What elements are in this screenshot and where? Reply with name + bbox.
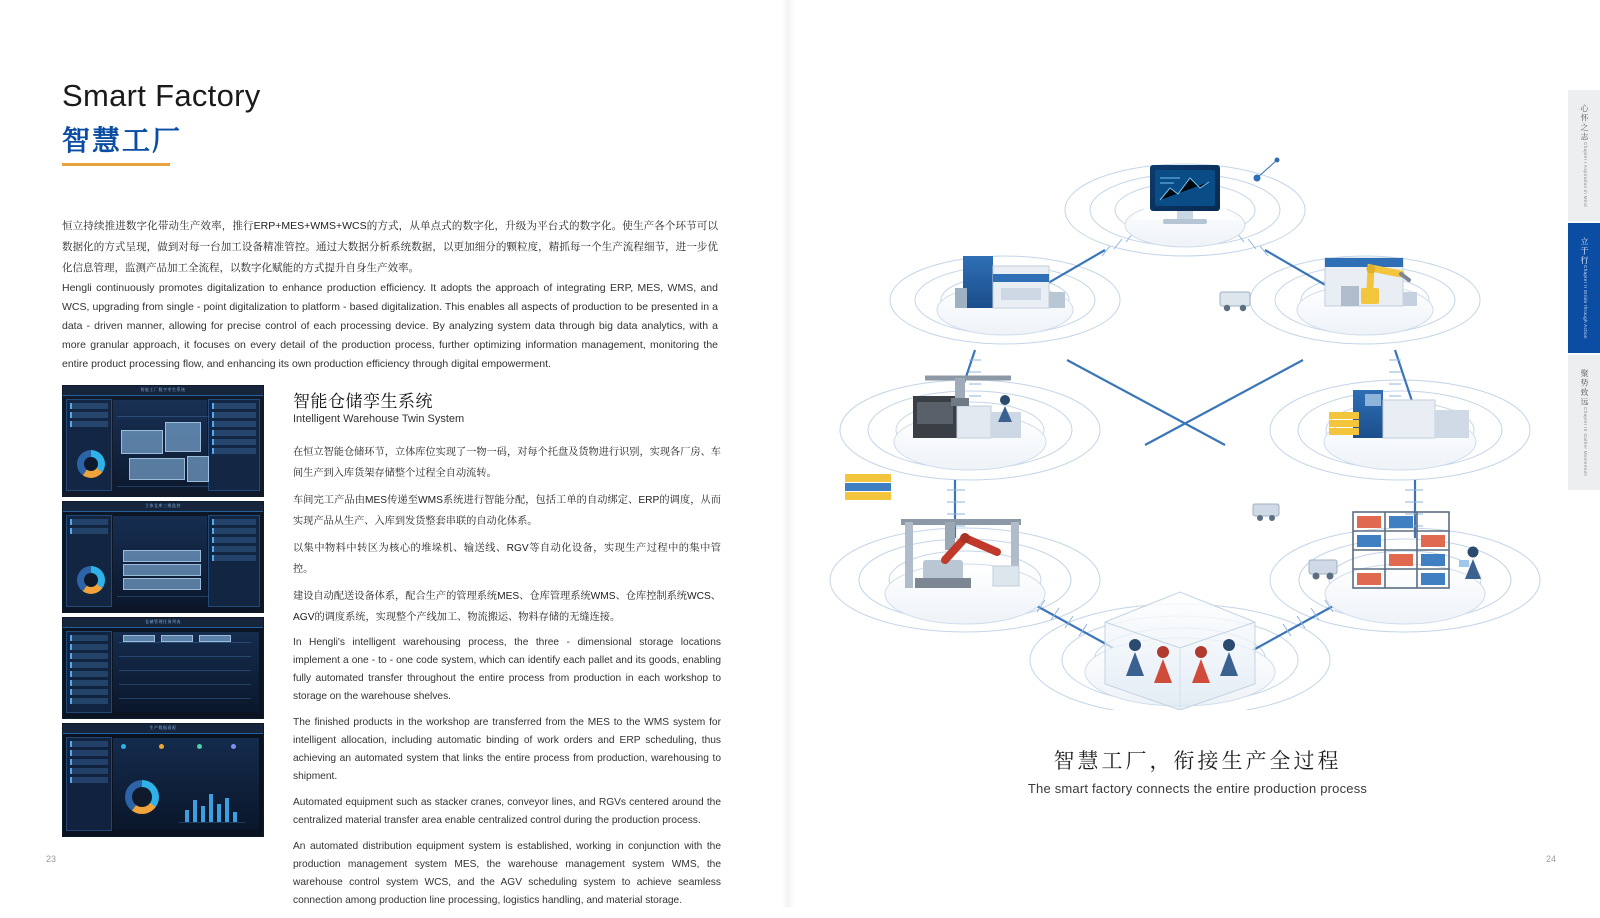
- factory-3d-scene: [113, 400, 207, 490]
- screenshot-left-panel: [66, 515, 112, 607]
- screenshot-titlebar: [63, 618, 263, 628]
- chapter-tab-label-en: Chapter II Stride through Action: [1583, 265, 1588, 340]
- right-page: [795, 0, 1600, 907]
- chapter-tabs: [1568, 90, 1600, 492]
- body-paragraph-cn: 建设自动配送设备体系，配合生产的管理系统MES、仓库管理系统WMS、仓库控制系统WCS、AGV的调度系统，实现整个产线加工、物流搬运、物料存储的无缝连接。: [293, 591, 721, 623]
- press-brake-cell: [937, 256, 1073, 335]
- yellow-stock-stack: [1329, 412, 1359, 435]
- left-page: [0, 0, 781, 907]
- screenshot-title: 智能工厂数字孪生系统: [140, 387, 186, 392]
- warehouse-3d-scene: [113, 516, 207, 606]
- agv-transfer-vehicle-2: [1253, 504, 1279, 521]
- smart-factory-isometric-illustration: [805, 60, 1545, 710]
- chapter-tab-label-en: Chapter III Gather Momentum: [1583, 407, 1588, 477]
- screenshot-titlebar: [63, 724, 263, 734]
- screenshot-nav-tree: [66, 631, 112, 713]
- section-body: [293, 442, 721, 918]
- screenshot-stack: [62, 385, 262, 837]
- illustration-caption-en: The smart factory connects the entire production process: [1027, 781, 1368, 796]
- chapter-tab-1[interactable]: [1568, 90, 1600, 221]
- pallet-cart: [1220, 292, 1250, 311]
- kpi-charts: [113, 738, 259, 830]
- illustration-caption-cn: 智慧工厂，衔接生产全过程: [1053, 750, 1342, 773]
- screenshot-titlebar: [63, 502, 263, 512]
- screenshot-right-panel: [208, 399, 260, 491]
- body-paragraph-cn: 以集中物料中转区为核心的堆垛机、输送线、RGV等自动化设备，实现生产过程中的集中管控。: [293, 543, 721, 575]
- screenshot-left-panel: [66, 399, 112, 491]
- body-paragraph-en: An automated distribution equipment system is established, working in conjunction with the production management system MES, the warehouse management system WMS, the warehouse control system WCS, and the AGV scheduling system to achieve seamless connection among production line processing, logistics handling, and material storage.: [293, 841, 721, 906]
- screenshot-right-panel: [208, 515, 260, 607]
- chapter-tab-3[interactable]: [1568, 355, 1600, 490]
- page-title-en: Smart Factory: [62, 78, 261, 113]
- gantry-loading-cell: [885, 522, 1045, 624]
- section-title-cn: 智能仓储孪生系统: [293, 392, 433, 411]
- chapter-tab-label-cn: 立于行: [1580, 236, 1589, 266]
- page-number-right: 24: [1545, 854, 1556, 864]
- page-number-left: 23: [46, 854, 57, 864]
- section-title-en: Intelligent Warehouse Twin System: [293, 413, 465, 425]
- body-paragraph-en: Automated equipment such as stacker cranes, conveyor lines, and RGVs centered around the centralized material transfer area enable centralized control during the production process.: [293, 797, 721, 826]
- intro-paragraph-en: Hengli continuously promotes digitalization to enhance production efficiency. It adopts the approach of integrating ERP, MES, WMS, and WCS, upgrading from single - point digitalization to platform - based digitalization. This enables all aspects of production to be presented in a data - driven manner, allowing for precise control of each processing device. By analyzing system data through big data analytics, with a more granular approach, it focuses on every detail of the production process, further optimizing information management, monitoring the entire product processing flow, and enhancing its own production efficiency through digital empowerment.: [62, 282, 718, 370]
- chapter-tab-label-en: Chapter I Aspiration in Mind: [1583, 142, 1588, 207]
- automated-storage-racking: [1309, 512, 1485, 624]
- chapter-tab-label-cn: 心怀之志: [1580, 104, 1589, 142]
- screenshot-nav-tree: [66, 737, 112, 831]
- page-title-cn: 智慧工厂: [62, 125, 183, 156]
- screenshot-wms-task-list: [62, 617, 264, 719]
- body-paragraph-en: In Hengli's intelligent warehousing process, the three - dimensional storage locations implement a one - to - one code system, which can identify each pallet and its goods, enabling fully automated transfer throughout the entire process from production in each workshop to storage on the warehouse shelves.: [293, 637, 721, 702]
- agv-transfer-vehicle: [1309, 560, 1337, 580]
- body-paragraph-en: The finished products in the workshop are transferred from the MES to the WMS system for intelligent allocation, including automatic binding of work orders and ERP scheduling, thus achieving an automated system that links the entire process from production, warehousing to shipment.: [293, 717, 721, 782]
- operator-person: [998, 395, 1012, 422]
- intro-paragraph-cn: 恒立持续推进数字化带动生产效率，推行ERP+MES+WMS+WCS的方式，从单点式的数字化，升级为平台式的数字化。使生产各个环节可以数据化的方式呈现，做到对每一台加工设备精准管控。通过大数据分析系统数据，以更加细分的颗粒度，精抓每一个生产流程细节，进一步优化信息管理，监测产品加工全流程，以数字化赋能的方式提升自身生产效率。: [62, 220, 718, 274]
- screenshot-warehouse-3d-view: [62, 501, 264, 613]
- screenshot-title: 仓储管理任务列表: [145, 619, 181, 624]
- body-paragraph-cn: 车间完工产品由MES传递至WMS系统进行智能分配，包括工单的自动绑定、ERP的调度，从而实现产品从生产、入库到发货整套串联的自动化体系。: [293, 495, 721, 527]
- title-underline-rule: [62, 163, 170, 166]
- material-stack-left: [845, 474, 891, 500]
- screenshot-digital-twin-factory-overview: [62, 385, 264, 497]
- chapter-tab-label-cn: 聚势致远: [1580, 369, 1589, 408]
- page-fold-shadow: [781, 0, 795, 907]
- body-paragraph-cn: 在恒立智能仓储环节，立体库位实现了一物一码，对每个托盘及货物进行识别，实现各厂房、车间生产到入库货架存储整个过程全自动流转。: [293, 447, 721, 479]
- donut-chart: [77, 450, 105, 478]
- screenshot-title: 立体仓库三维监控: [145, 503, 181, 508]
- screenshot-titlebar: [63, 386, 263, 396]
- screenshot-title: 生产数据看板: [149, 725, 177, 730]
- robot-welding-cell: [1297, 258, 1433, 335]
- cnc-machining-cell: [894, 378, 1046, 470]
- task-table: [113, 632, 259, 712]
- gauge-chart: [125, 780, 159, 814]
- assembly-inspection-cell: [1324, 390, 1476, 470]
- chapter-tab-2[interactable]: [1568, 223, 1600, 353]
- donut-chart: [77, 566, 105, 594]
- screenshot-kpi-dashboard: [62, 723, 264, 837]
